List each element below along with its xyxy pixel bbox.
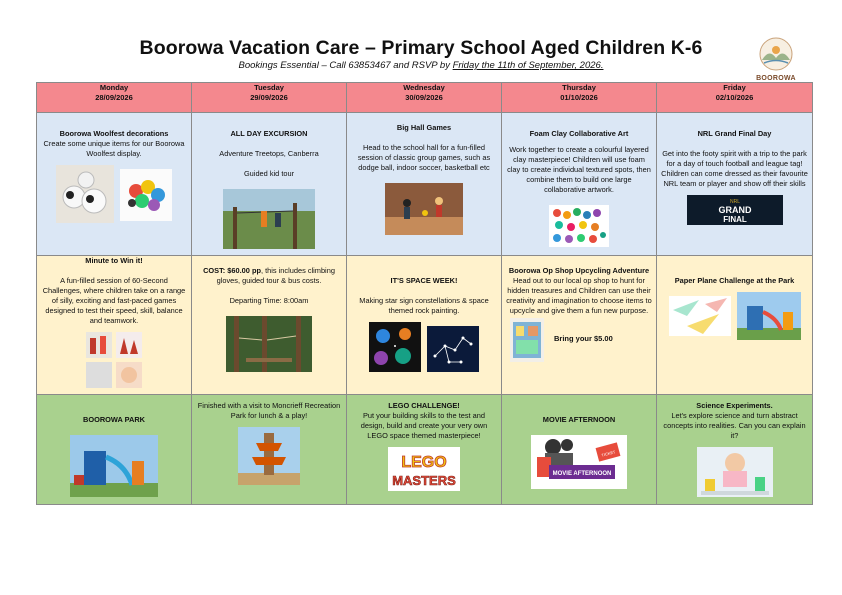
cell-thu-row1 (502, 113, 657, 256)
cell-fri-row2 (657, 256, 813, 395)
departing-time: Departing Time: 8:00am (229, 296, 309, 305)
cell-mon-row1 (37, 113, 192, 256)
activity-title: Foam Clay Collaborative Art (529, 129, 629, 138)
cell-wed-row1 (347, 113, 502, 256)
science-experiment-image (697, 447, 773, 497)
svg-text:MASTERS: MASTERS (392, 473, 456, 488)
activity-detail: Guided kid tour (243, 169, 295, 178)
activity-title: ALL DAY EXCURSION (230, 129, 308, 138)
cell-thu-row2 (502, 256, 657, 395)
activity-text: Work together to create a colourful layered clay masterpiece! Children will use foam clay to create individual textured spots, then combine them to build one large collaborative artwork. (507, 145, 651, 194)
activity-text: Create some unique items for our Boorowa Woolfest display. (43, 139, 185, 158)
painted-space-rocks-image (369, 322, 421, 372)
page-title: Boorowa Vacation Care – Primary School Aged Children K-6 (139, 37, 703, 59)
cell-wed-row2 (347, 256, 502, 395)
schedule-grid (36, 82, 813, 505)
paper-plane-photos (661, 292, 808, 340)
day-header-friday: Friday 02/10/2026 (657, 83, 813, 113)
activity-title: Paper Plane Challenge at the Park (674, 276, 795, 285)
activity-title: Big Hall Games (396, 123, 452, 132)
paper-planes-image (669, 296, 731, 336)
activity-title: BOOROWA PARK (83, 415, 145, 424)
park-playground-image (737, 292, 801, 340)
cell-fri-row1 (657, 113, 813, 256)
activity-text: Get into the footy spirit with a trip to the park for a day of touch football and league tag! (662, 149, 807, 168)
svg-text:MOVIE AFTERNOON: MOVIE AFTERNOON (552, 471, 612, 477)
activity-title: IT'S SPACE WEEK! (390, 276, 458, 285)
movie-afternoon-image (531, 435, 627, 489)
cell-wed-row3 (347, 395, 502, 505)
subtitle-rsvp-date: Friday the 11th of September, 2026. (452, 60, 604, 71)
svg-text:TICKET: TICKET (600, 449, 616, 458)
logo-text: BOOROWA (756, 75, 796, 82)
activity-text: Put your building skills to the test and design, build and create your very own LEGO space themed masterpiece! (360, 411, 488, 440)
svg-text:FINAL: FINAL (722, 215, 747, 224)
activity-text: Making star sign constellations & space themed rock painting. (359, 296, 489, 315)
activity-title: LEGO CHALLENGE! (388, 401, 460, 410)
cell-tue-row3 (192, 395, 347, 505)
activity-text: Finished with a visit to Moncrieff Recreation Park for lunch & a play! (197, 401, 341, 420)
activity-dress-code: Children can come dressed as their favourite NRL team or player and show off their skills (661, 169, 808, 188)
day-header-thursday: Thursday 01/10/2026 (502, 83, 657, 113)
boorowa-logo-icon (746, 36, 806, 80)
bring-money-note: Bring your $5.00 (554, 334, 613, 343)
boorowa-logo (746, 36, 806, 80)
wool-sheep-image (56, 165, 114, 223)
activity-text: Head out to our local op shop to hunt for hidden treasures and Children can use their creativity and imagination to choose items to upcycle and give them a fun new purpose. (506, 276, 652, 315)
cell-mon-row3 (37, 395, 192, 505)
activity-text: A fun-filled session of 60-Second Challenges, where children take on a range of silly, exciting and fast-paced games designed to test their speed, skill, balance and teamwork. (42, 276, 186, 325)
forest-ropes-image (226, 316, 312, 372)
boorowa-park-image (70, 435, 158, 497)
hall-games-image (385, 183, 463, 235)
activity-title: MOVIE AFTERNOON (542, 415, 616, 424)
cell-tue-row2 (192, 256, 347, 395)
activity-title: NRL Grand Final Day (697, 129, 772, 138)
activity-title: Boorowa Woolfest decorations (59, 129, 169, 138)
activity-title: Boorowa Op Shop Upcycling Adventure (508, 266, 650, 275)
subtitle-text: Bookings Essential – Call 63853467 and RSVP by (238, 60, 453, 71)
cell-mon-row2 (37, 256, 192, 395)
activity-location: Adventure Treetops, Canberra (219, 149, 319, 158)
activity-text: Head to the school hall for a fun-filled session of classic group games, such as dodge ball, indoor soccer, basketball etc (357, 143, 491, 172)
page-subtitle (0, 60, 842, 71)
day-header-monday: Monday 28/09/2026 (37, 83, 192, 113)
cell-tue-row1 (192, 113, 347, 256)
day-header-wednesday: Wednesday 30/09/2026 (347, 83, 502, 113)
moncrieff-park-image (238, 427, 300, 485)
activity-title: Minute to Win it! (85, 256, 143, 265)
svg-text:NRL: NRL (729, 199, 740, 205)
lego-masters-logo (388, 447, 460, 491)
cell-thu-row3 (502, 395, 657, 505)
constellation-image (427, 326, 479, 372)
minute-to-win-it-images (86, 332, 142, 388)
cell-fri-row3 (657, 395, 813, 505)
woolfest-photos (41, 165, 187, 223)
space-week-photos (351, 322, 497, 372)
svg-text:LEGO: LEGO (401, 454, 447, 471)
activity-title: Science Experiments. (696, 401, 773, 410)
activity-text: Let's explore science and turn abstract concepts into realities. Can you can explain it? (663, 411, 806, 440)
treetops-image (223, 189, 315, 249)
pompom-sheep-image (120, 169, 172, 221)
op-shop-image (510, 318, 544, 362)
nrl-grand-final-logo (687, 195, 783, 225)
excursion-cost: COST: $60.00 pp, this includes climbing gloves, guided tour & bus costs. (203, 266, 335, 285)
svg-text:GRAND: GRAND (718, 205, 751, 215)
foam-clay-art-image (549, 205, 609, 247)
day-header-tuesday: Tuesday 29/09/2026 (192, 83, 347, 113)
